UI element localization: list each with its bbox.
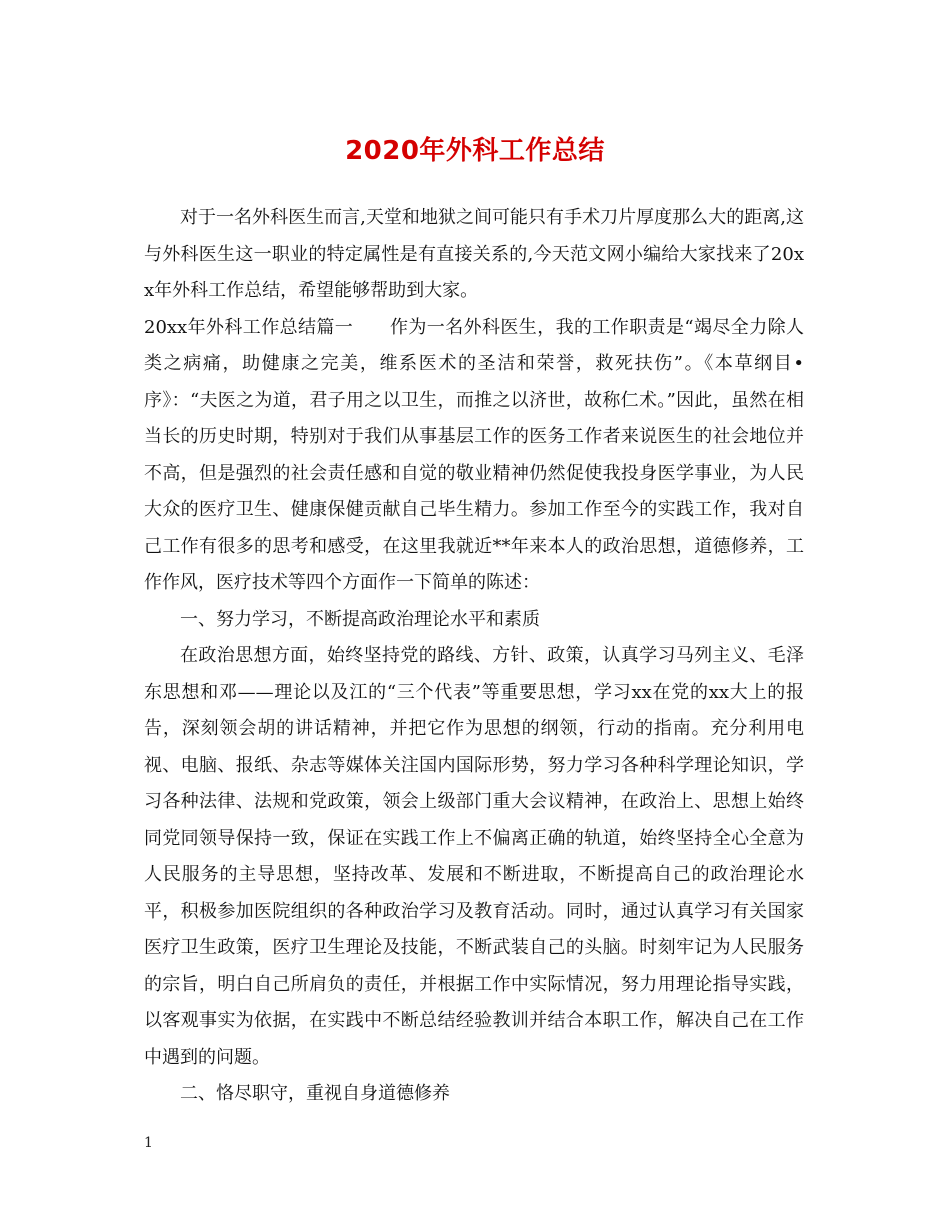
paragraph-part-one: 20xx年外科工作总结篇一 作为一名外科医生，我的工作职责是“竭尽全力除人类之病痛，助健康之完美，维系医术的圣洁和荣誉，救死扶伤”。《本草纲目•序》：“夫医之为道，君子用之以卫生，而推之以济世，故称仁术。”因此，虽然在相当长的历史时期，特别对于我们从事基层工作的医务工作者来说医生的社会地位并不高，但是强烈的社会责任感和自觉的敬业精神仍然促使我投身医学事业，为人民大众的医疗卫生、健康保健贡献自己毕生精力。参加工作至今的实践工作，我对自己工作有很多的思考和感受，在这里我就近**年来本人的政治思想，道德修养，工作作风，医疗技术等四个方面作一下简单的陈述：	[144, 316, 804, 593]
paragraph-intro: 对于一名外科医生而言,天堂和地狱之间可能只有手术刀片厚度那么大的距离,这与外科医生这一职业的特定属性是有直接关系的,今天范文网小编给大家找来了20xx年外科工作总结，希望能够帮助到大家。	[144, 207, 804, 301]
page-title: 2020年外科工作总结	[345, 136, 605, 166]
page-number: 1	[144, 1135, 153, 1151]
section-heading-one: 一、努力学习，不断提高政治理论水平和素质	[180, 608, 540, 630]
document-body	[144, 200, 804, 1113]
section-heading-two: 二、恪尽职守，重视自身道德修养	[180, 1083, 450, 1104]
paragraph-political-thought: 在政治思想方面，始终坚持党的路线、方针、政策，认真学习马列主义、毛泽东思想和邓——理论以及江的“三个代表”等重要思想，学习xx在党的xx大上的报告，深刻领会胡的讲话精神，并把它作为思想的纲领，行动的指南。充分利用电视、电脑、报纸、杂志等媒体关注国内国际形势，努力学习各种科学理论知识，学习各种法律、法规和党政策，领会上级部门重大会议精神，在政治上、思想上始终同党同领导保持一致，保证在实践工作上不偏离正确的轨道，始终坚持全心全意为人民服务的主导思想，坚持改革、发展和不断进取，不断提高自己的政治理论水平，积极参加医院组织的各种政治学习及教育活动。同时，通过认真学习有关国家医疗卫生政策，医疗卫生理论及技能，不断武装自己的头脑。时刻牢记为人民服务的宗旨，明白自己所肩负的责任，并根据工作中实际情况，努力用理论指导实践，以客观事实为依据，在实践中不断总结经验教训并结合本职工作，解决自己在工作中遇到的问题。	[144, 645, 804, 1068]
